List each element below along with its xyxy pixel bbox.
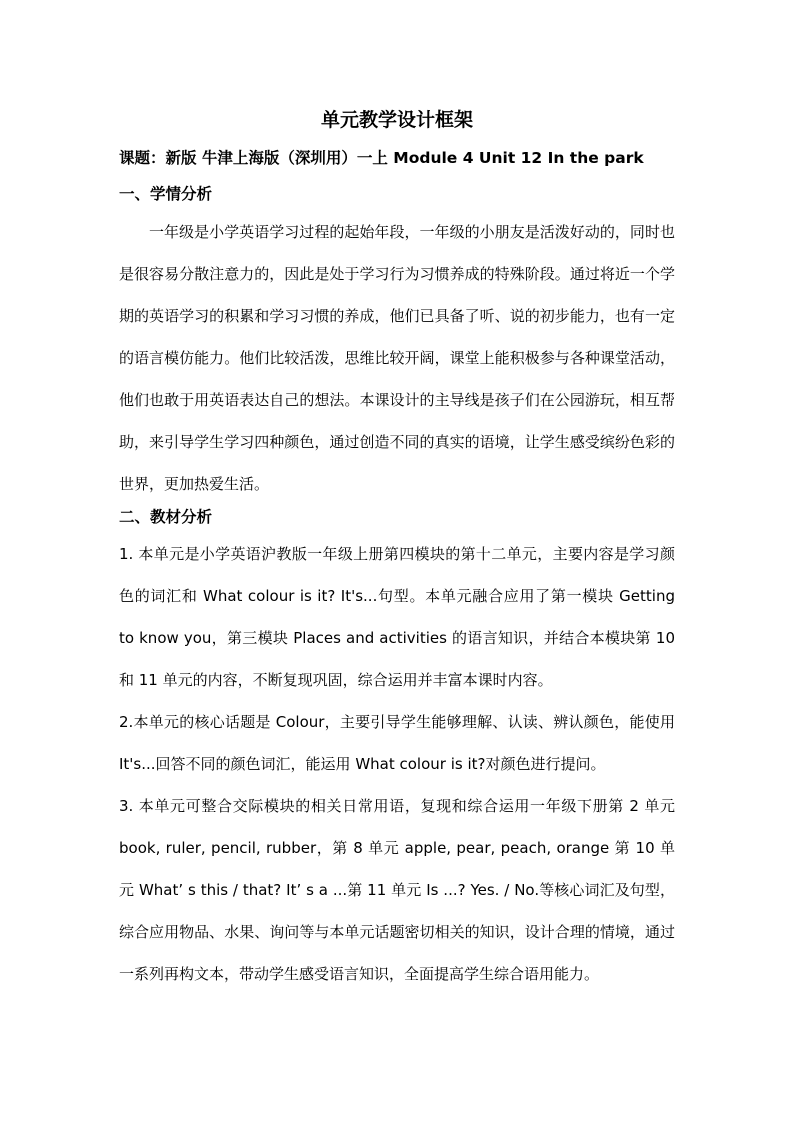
lesson-subject: 课题：新版 牛津上海版（深圳用）一上 Module 4 Unit 12 In the park bbox=[119, 149, 644, 167]
section-heading-material-analysis: 二、教材分析 bbox=[119, 508, 213, 526]
material-analysis-point-2: 2.本单元的核心话题是 Colour，主要引导学生能够理解、认读、辨认颜色，能使用 It's...回答不同的颜色词汇，能运用 What colour is it?对颜色进行提问。 bbox=[119, 713, 675, 773]
learner-analysis-paragraph: 一年级是小学英语学习过程的起始年段，一年级的小朋友是活泼好动的，同时也是很容易分散注意力的，因此是处于学习行为习惯养成的特殊阶段。通过将近一个学期的英语学习的积累和学习习惯的养成，他们已具备了听、说的初步能力，也有一定的语言模仿能力。他们比较活泼，思维比较开阔，课堂上能积极参与各种课堂活动，他们也敢于用英语表达自己的想法。本课设计的主导线是孩子们在公园游玩，相互帮助，来引导学生学习四种颜色，通过创造不同的真实的语境，让学生感受缤纷色彩的世界，更加热爱生活。 bbox=[119, 223, 675, 493]
material-analysis-point-3: 3. 本单元可整合交际模块的相关日常用语，复现和综合运用一年级下册第 2 单元 book, ruler, pencil, rubber，第 8 单元 apple, pear, peach, orange 第 10 单元 What’ s this / that? It’ s a ...第 11 单元 Is ...? Yes. / No.等核心词汇及句型，综合应用物品、水果、询问等与本单元话题密切相关的知识，设计合理的情境，通过一系列再构文本，带动学生感受语言知识，全面提高学生综合语用能力。 bbox=[119, 797, 675, 983]
material-analysis-point-1: 1. 本单元是小学英语沪教版一年级上册第四模块的第十二单元，主要内容是学习颜色的词汇和 What colour is it? It's...句型。本单元融合应用了第一模块 Getting to know you，第三模块 Places and activities 的语言知识，并结合本模块第 10 和 11 单元的内容，不断复现巩固，综合运用并丰富本课时内容。 bbox=[119, 545, 675, 689]
section-heading-learner-analysis: 一、学情分析 bbox=[119, 185, 213, 203]
document-title: 单元教学设计框架 bbox=[320, 109, 473, 131]
